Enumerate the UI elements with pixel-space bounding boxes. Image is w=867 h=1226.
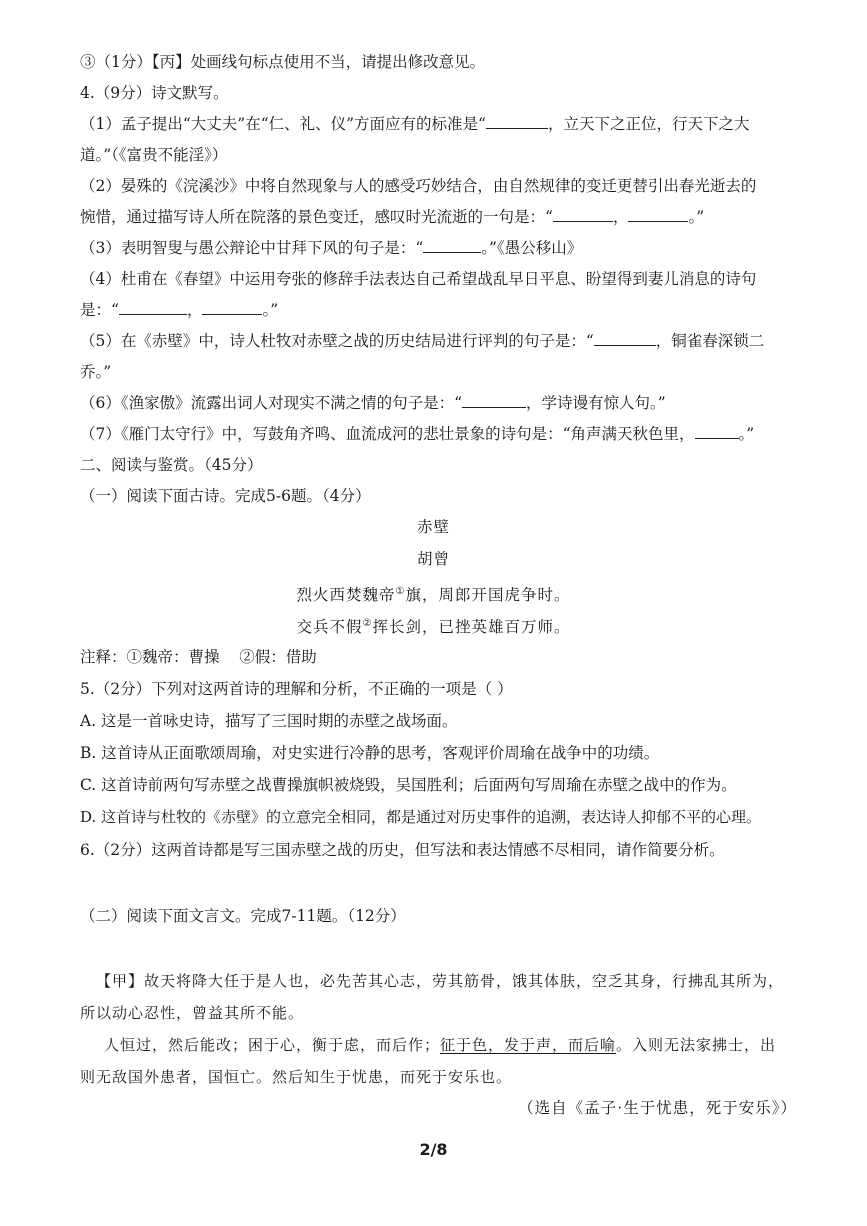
item-text: 。”: [262, 301, 279, 319]
passage-text: 人恒过，然后能改；困于心，衡于虑，而后作；: [104, 1038, 441, 1054]
question-4-item-3: [80, 238, 582, 258]
item-text: （1）孟子提出“大丈夫”在“仁、礼、仪”方面应有的标准是“: [80, 115, 486, 133]
item-text: （6）《渔家傲》流露出词人对现实不满之情的句子是：“: [80, 394, 463, 412]
item-text: （5）在《赤壁》中，诗人杜牧对赤壁之战的历史结局进行评判的句子是：“: [80, 332, 594, 350]
poem-author: 胡曾: [416, 551, 450, 568]
question-4-item-2: （2）晏殊的《浣溪沙》中将自然现象与人的感受巧妙结合，由自然规律的变迁更替引出春光逝去的: [80, 177, 757, 195]
page-number: 2/8: [419, 1140, 448, 1159]
item-text: ，铜雀春深锁二: [655, 332, 765, 350]
item-text: 。”《愚公移山》: [481, 239, 583, 257]
question-4-title: 4.（9分）诗文默写。: [80, 84, 229, 102]
poem-notes: 注释：①魏帝：曹操 ②假：借助: [80, 648, 317, 666]
item-text: 。”: [688, 208, 705, 226]
answer-blank: [202, 300, 262, 315]
question-4-item-4-cont: [80, 300, 278, 320]
item-text: （3）表明智叟与愚公辩论中甘拜下风的句子是：“: [80, 239, 424, 257]
footnote-mark: ②: [362, 618, 373, 629]
part-2-title: （二）阅读下面文言文。完成7-11题。（12分）: [80, 907, 406, 925]
poem-title: 赤壁: [416, 519, 450, 536]
passage-text: 。入则无法家拂士，出: [616, 1038, 777, 1054]
answer-blank: [119, 300, 187, 315]
item-text: 是：“: [80, 301, 119, 319]
passage-para-1-cont: 所以动心忍性，曾益其所不能。: [80, 1006, 305, 1022]
poem-line-1: [0, 582, 867, 606]
poem-text: 旗，周郎开国虎争时。: [405, 587, 571, 605]
question-3: ③（1分）【丙】处画线句标点使用不当，请提出修改意见。: [80, 53, 486, 71]
section-2-title: 二、阅读与鉴赏。（45分）: [80, 456, 263, 474]
question-4-item-7: [80, 424, 754, 444]
passage-para-2-cont: 则无敌国外患者，国恒亡。然后知生于忧患，而死于安乐也。: [80, 1070, 513, 1086]
item-text: ，学诗谩有惊人句。”: [526, 394, 666, 412]
item-text: ，立天下之正位，行天下之大: [547, 115, 750, 133]
part-1-title: （一）阅读下面古诗。完成5-6题。（4分）: [80, 487, 371, 505]
question-4-item-6: [80, 393, 666, 413]
option-a: A. 这是一首咏史诗，描写了三国时期的赤壁之战场面。: [80, 712, 458, 730]
option-c: C. 这首诗前两句写赤壁之战曹操旗帜被烧毁，吴国胜利；后面两句写周瑜在赤壁之战中的作为。: [80, 776, 737, 794]
poem-text: 烈火西焚魏帝: [296, 587, 396, 605]
poem-line-2: [0, 614, 867, 638]
answer-blank: [486, 114, 548, 129]
question-4-item-1-cont: 道。”（《富贵不能淫》）: [80, 146, 228, 164]
answer-blank: [423, 238, 481, 253]
question-5-stem: 5.（2分）下列对这两首诗的理解和分析，不正确的一项是（ ）: [80, 680, 513, 698]
question-4-item-1: [80, 114, 750, 134]
question-6: 6.（2分）这两首诗都是写三国赤壁之战的历史，但写法和表达情感不尽相同，请作简要分析。: [80, 841, 725, 859]
passage-source: （选自《孟子·生于忧患，死于安乐》）: [518, 1100, 797, 1117]
item-text: 。”: [738, 425, 755, 443]
item-text: ，: [186, 301, 203, 319]
option-b: B. 这首诗从正面歌颂周瑜，对史实进行冷静的思考，客观评价周瑜在战争中的功绩。: [80, 744, 660, 762]
item-text: ，: [612, 208, 629, 226]
answer-blank: [462, 393, 526, 408]
poem-text: 挥长剑，已挫英雄百万师。: [372, 619, 571, 637]
answer-blank: [553, 207, 613, 222]
option-d: D. 这首诗与杜牧的《赤壁》的立意完全相同，都是通过对历史事件的追溯，表达诗人抑郁不平的心理。: [80, 808, 762, 826]
item-text: 惋惜，通过描写诗人所在院落的景色变迁，感叹时光流逝的一句是：“: [80, 208, 553, 226]
question-4-item-4: （4）杜甫在《春望》中运用夸张的修辞手法表达自己希望战乱早日平息、盼望得到妻儿消息的诗句: [80, 270, 757, 288]
answer-blank: [628, 207, 688, 222]
poem-text: 交兵不假: [296, 619, 363, 637]
passage-para-1: 【甲】故天将降大任于是人也，必先苦其心志，劳其筋骨，饿其体肤，空乏其身，行拂乱其所为，: [96, 974, 785, 990]
underlined-sentence: 征于色，发于声，而后喻: [440, 1038, 617, 1054]
question-4-item-5-cont: 乔。”: [80, 363, 112, 381]
footnote-mark: ①: [395, 586, 406, 597]
answer-blank: [695, 424, 739, 439]
question-4-item-5: [80, 331, 764, 351]
passage-para-2: [104, 1036, 776, 1056]
answer-blank: [594, 331, 656, 346]
item-text: （7）《雁门太守行》中，写鼓角齐鸣、血流成河的悲壮景象的诗句是：“角声满天秋色里，: [80, 425, 695, 443]
question-4-item-2-cont: [80, 207, 704, 227]
